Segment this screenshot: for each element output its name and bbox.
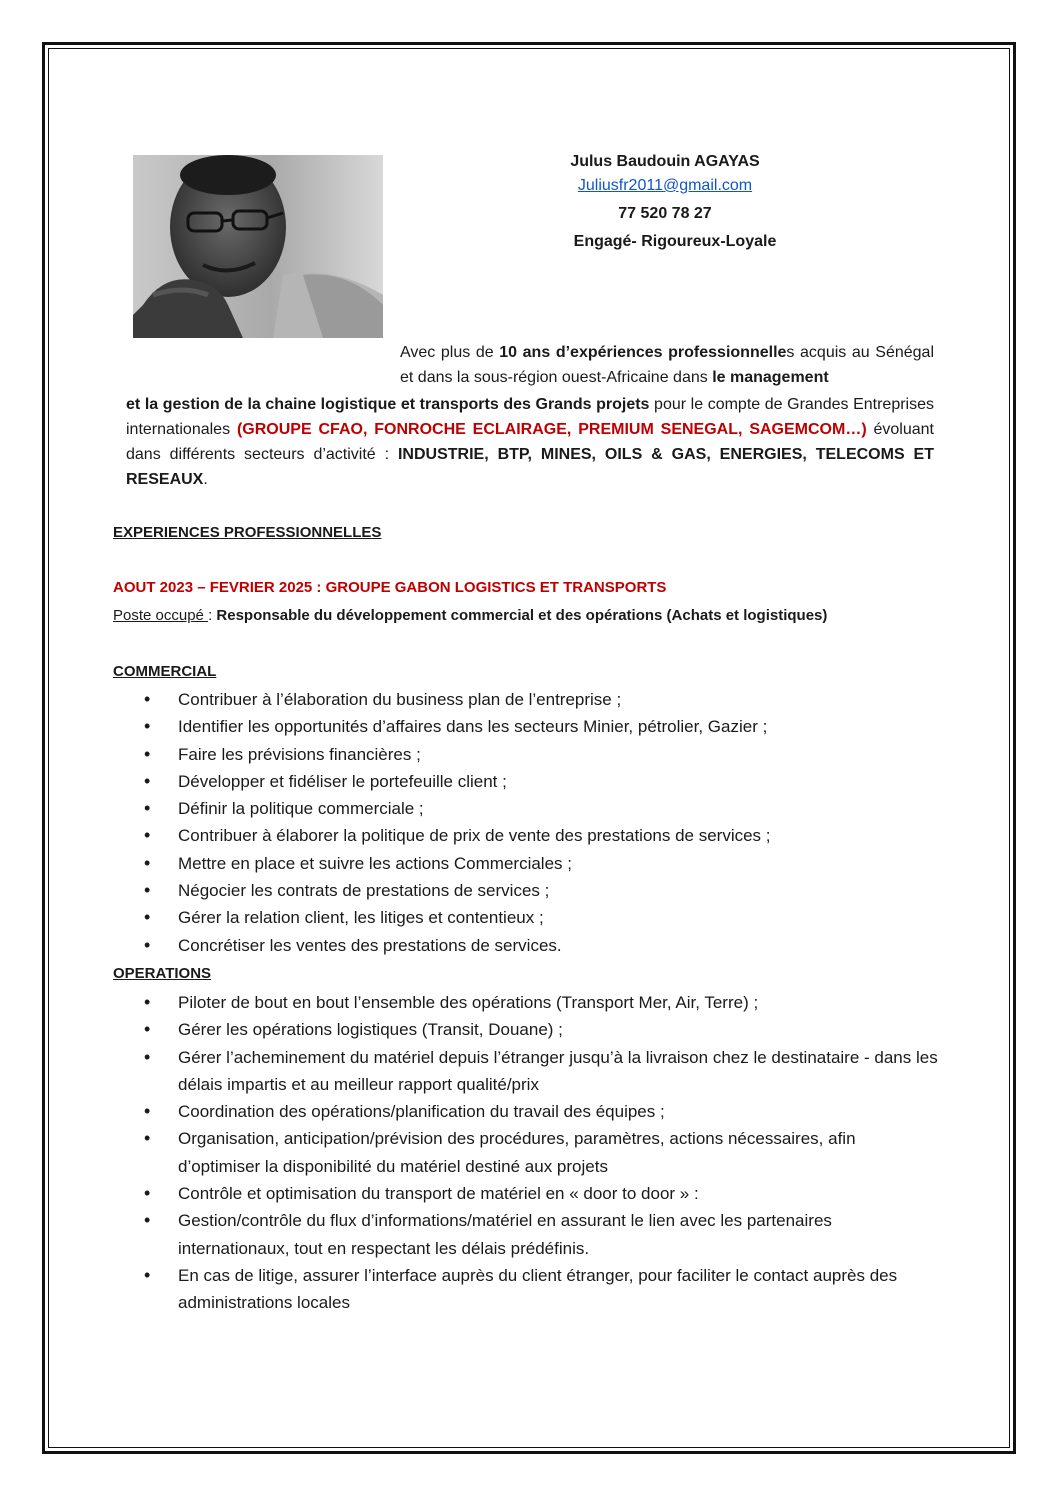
intro-emphasis: et la gestion de la chaine logistique et transports des Grands projets: [126, 396, 650, 413]
list-item: • Gérer la relation client, les litiges et contentieux ;: [140, 904, 940, 931]
list-item: • Coordination des opérations/planification du travail des équipes ;: [140, 1098, 940, 1125]
list-item: • Définir la politique commerciale ;: [140, 795, 940, 822]
client-list: (GROUPE CFAO, FONROCHE ECLAIRAGE, PREMIUM SENEGAL, SAGEMCOM…): [236, 421, 867, 438]
position-value: Responsable du développement commercial et des opérations (Achats et logistiques): [216, 607, 828, 624]
intro-emphasis: 10 ans d’expériences professionnelle: [499, 344, 787, 361]
list-item: • Piloter de bout en bout l’ensemble des opérations (Transport Mer, Air, Terre) ;: [140, 989, 940, 1016]
job-title: AOUT 2023 – FEVRIER 2025 : GROUPE GABON LOGISTICS ET TRANSPORTS: [113, 579, 667, 596]
intro-paragraph-part2: [126, 392, 934, 492]
list-item: • Identifier les opportunités d’affaires dans les secteurs Minier, pétrolier, Gazier ;: [140, 713, 940, 740]
phone-number: 77 520 78 27: [618, 205, 712, 222]
list-item: • Gérer l’acheminement du matériel depuis l’étranger jusqu’à la livraison chez le destinataire - dans les délais impartis et au meilleur rapport qualité/prix: [140, 1044, 940, 1099]
list-item: • Gestion/contrôle du flux d’informations/matériel en assurant le lien avec les partenaires internationaux, tout en respectant les délais prédéfinis.: [140, 1207, 940, 1262]
sectors-list: INDUSTRIE, BTP, MINES, OILS & GAS, ENERGIES, TELECOMS ET RESEAUX: [126, 446, 934, 488]
list-item: • Organisation, anticipation/prévision des procédures, paramètres, actions nécessaires, afin d’optimiser la disponibilité du matériel destiné aux projets: [140, 1125, 940, 1180]
operations-list: [140, 989, 940, 1317]
email-link[interactable]: Juliusfr2011@gmail.com: [577, 177, 753, 194]
intro-text: Avec plus de: [400, 344, 500, 361]
contact-block: [520, 148, 810, 256]
list-item: • Faire les prévisions financières ;: [140, 741, 940, 768]
list-item: • Développer et fidéliser le portefeuille client ;: [140, 768, 940, 795]
list-item: • Mettre en place et suivre les actions Commerciales ;: [140, 850, 940, 877]
tagline: Engagé- Rigoureux-Loyale: [573, 233, 777, 250]
list-item: • Négocier les contrats de prestations de services ;: [140, 877, 940, 904]
intro-paragraph-part1: [400, 340, 934, 390]
position-label: Poste occupé: [113, 607, 209, 624]
operations-heading: OPERATIONS: [113, 965, 212, 982]
candidate-name: Julus Baudouin AGAYAS: [570, 153, 760, 170]
intro-emphasis: le management: [712, 369, 829, 386]
intro-text: évoluant dans différents secteurs d’activité :: [126, 421, 935, 463]
position-separator: :: [208, 607, 217, 624]
list-item: • En cas de litige, assurer l’interface auprès du client étranger, pour faciliter le contact auprès des administrations locales: [140, 1262, 940, 1317]
list-item: • Concrétiser les ventes des prestations de services.: [140, 932, 940, 959]
list-item: • Contrôle et optimisation du transport de matériel en « door to door » :: [140, 1180, 940, 1207]
list-item: • Gérer les opérations logistiques (Transit, Douane) ;: [140, 1016, 940, 1043]
position-line: [113, 607, 827, 624]
commercial-heading: COMMERCIAL: [113, 663, 217, 680]
list-item: • Contribuer à l’élaboration du business plan de l’entreprise ;: [140, 686, 940, 713]
profile-photo: [133, 155, 383, 338]
experience-heading: EXPERIENCES PROFESSIONNELLES: [113, 524, 382, 541]
commercial-list: [140, 686, 940, 959]
list-item: • Contribuer à élaborer la politique de prix de vente des prestations de services ;: [140, 822, 940, 849]
intro-text: .: [203, 471, 208, 488]
intro-text: pour le compte de Grandes Entreprises internationales: [126, 396, 934, 438]
intro-text: s acquis au Sénégal et dans la sous-région ouest-Africaine dans: [400, 344, 935, 386]
